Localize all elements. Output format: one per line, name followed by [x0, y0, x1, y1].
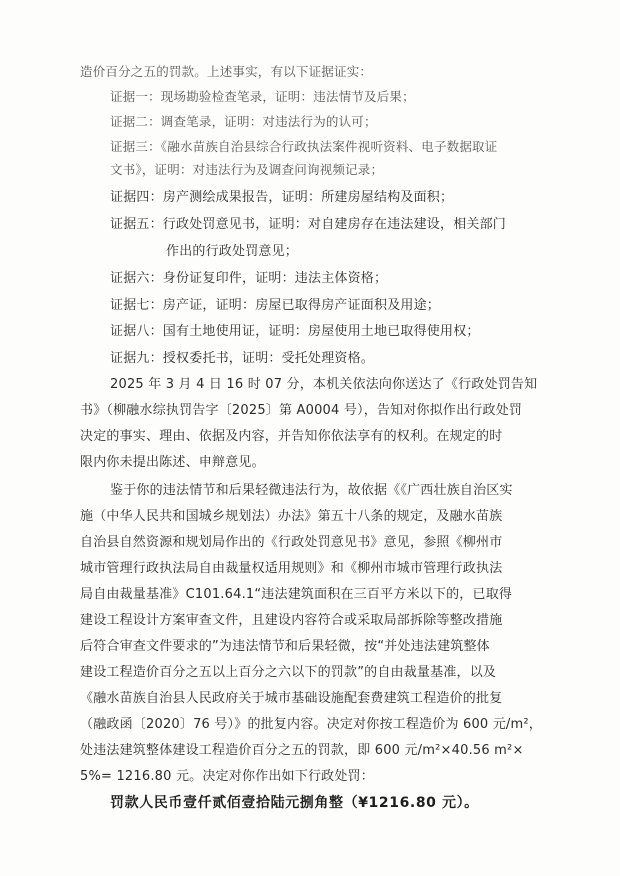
- evidence-line: 证据五：行政处罚意见书，证明：对自建房存在违法建设，相关部门: [110, 217, 507, 232]
- evidence-line: 证据九：授权委托书，证明：受托处理资格。: [110, 351, 375, 366]
- paragraph-line: 限内你未提出陈述、申辩意见。: [80, 455, 265, 470]
- paragraph-line: 决定的事实、理由、依据及内容，并告知你依法享有的权利。在规定的时: [80, 429, 503, 444]
- evidence-line: 证据三：《融水苗族自治县综合行政执法案件视听资料、电子数据取证: [110, 139, 498, 154]
- paragraph-line: 5%= 1216.80 元。决定对你作出如下行政处罚：: [80, 769, 374, 784]
- evidence-line: 文书》，证明：对违法行为及调查问询视频记录；: [110, 162, 384, 177]
- evidence-line: 证据六：身份证复印件，证明：违法主体资格；: [110, 271, 388, 286]
- paragraph-line: 处违法建筑整体建设工程造价百分之五的罚款，即 600 元/m²×40.56 m²×: [80, 743, 524, 758]
- evidence-line: 证据四：房产测绘成果报告，证明：所建房屋结构及面积；: [110, 190, 454, 205]
- evidence-line: 证据八：国有土地使用证，证明：房屋使用土地已取得使用权；: [110, 324, 480, 339]
- paragraph-line: 后符合审查文件要求的”为违法情节和后果轻微，按“并处违法建筑整体: [80, 639, 490, 654]
- paragraph-line: 局自由裁量基准》C101.64.1“违法建筑面积在三百平方米以下的，已取得: [80, 587, 513, 602]
- paragraph-line: （融政函〔2020〕76 号）》的批复内容。决定对你按工程造价为 600 元/m²，: [80, 717, 542, 732]
- paragraph-line: 《融水苗族自治县人民政府关于城市基础设施配套费建筑工程造价的批复: [80, 691, 503, 706]
- evidence-line: 证据二：调查笔录，证明：对违法行为的认可；: [110, 114, 377, 129]
- paragraph-line: 建设工程造价百分之五以上百分之六以下的罚款”的自由裁量基准，以及: [80, 665, 497, 680]
- paragraph-line: 2025 年 3 月 4 日 16 时 07 分，本机关依法向你送达了《行政处罚告知: [110, 377, 538, 392]
- evidence-line: 作出的行政处罚意见；: [166, 244, 299, 259]
- evidence-line: 证据一：现场勘验检查笔录，证明：违法情节及后果；: [110, 89, 415, 104]
- penalty-amount: 罚款人民币壹仟贰佰壹拾陆元捌角整（¥1216.80 元）。: [110, 795, 479, 811]
- evidence-line: 证据七：房产证，证明：房屋已取得房产证面积及用途；: [110, 298, 441, 313]
- paragraph-line: 书》（柳融水综执罚告字〔2025〕第 A0004 号），告知对你拟作出行政处罚: [80, 403, 523, 418]
- paragraph-line: 自治县自然资源和规划局作出的《行政处罚意见书》意见，参照《柳州市: [80, 535, 503, 550]
- paragraph-line: 施（中华人民共和国城乡规划法）办法》第五十八条的规定，及融水苗族: [80, 509, 503, 524]
- text-line: 造价百分之五的罚款。上述事实，有以下证据证实：: [80, 64, 373, 79]
- paragraph-line: 鉴于你的违法情节和后果轻微违法行为，故依据《《广西壮族自治区实: [110, 483, 513, 498]
- paragraph-line: 建设工程设计方案审查文件，且建设内容符合或采取局部拆除等整改措施: [80, 613, 503, 628]
- paragraph-line: 城市管理行政执法局自由裁量权适用规则》和《柳州市城市管理行政执法: [80, 561, 503, 576]
